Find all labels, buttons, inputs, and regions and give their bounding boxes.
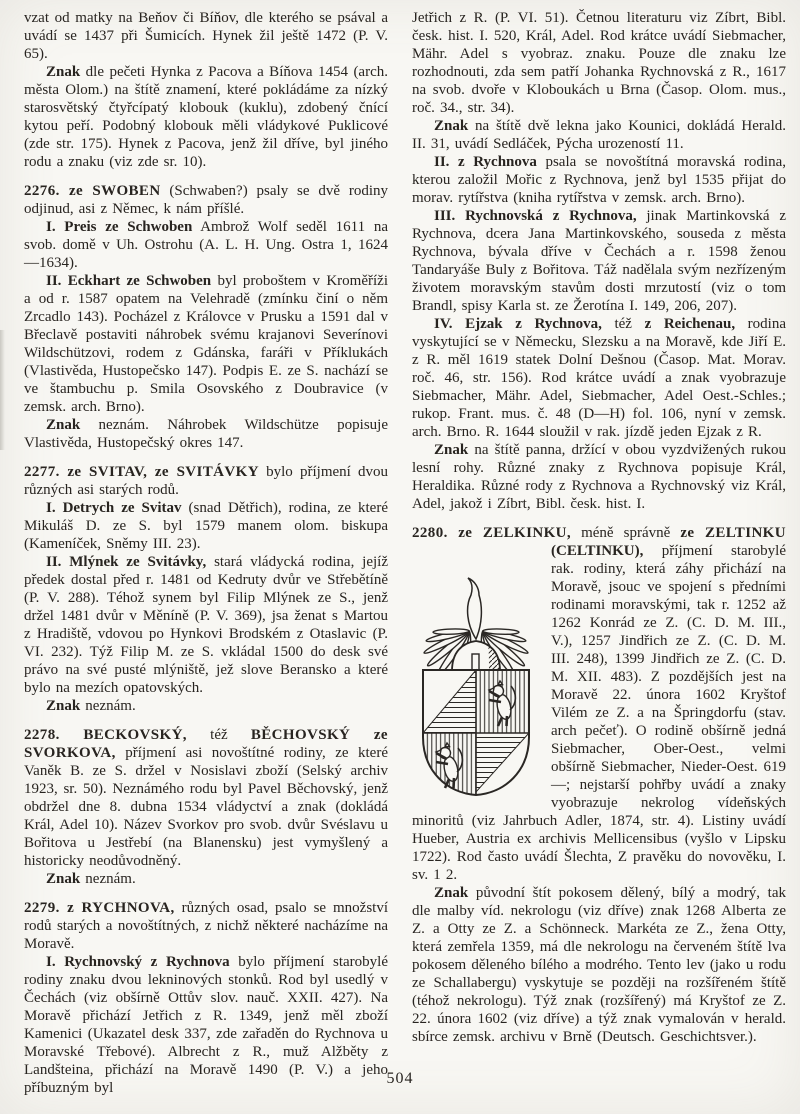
bold-text-run: Znak	[46, 698, 81, 714]
coat-of-arms-drawing	[412, 545, 540, 797]
text-run: (Schwaben?) psaly se dvě rodiny odjinud, asi z Němec, k nám příšlé.	[24, 183, 388, 217]
bold-text-run: Znak	[434, 442, 469, 458]
text-run: též	[601, 316, 645, 332]
bold-text-run: I. Rychnovský z Rychnova	[46, 954, 230, 970]
entry-paragraph	[412, 524, 786, 542]
paragraph	[24, 499, 388, 553]
text-run: na štítě panna, držící v obou vyzdvižených rukou lesní rohy. Různé znaky z Rychnova popisuje Král, Heraldika. Různé rody z Rychnova a Rychnovský viz Král, Adel, jakož i Zíbrt, Bibl. česk. hist. I.	[412, 442, 786, 512]
paragraph	[412, 9, 786, 117]
entry-paragraph	[24, 182, 388, 218]
bold-text-run: Znak	[434, 118, 469, 134]
bold-text-run: 2280. ze ZELKINKU,	[412, 525, 572, 541]
text-run: neznám.	[80, 698, 136, 714]
text-run: na štítě dvě lekna jako Kounici, dokládá Herald. II. 31, uvádí Sedláček, Pýcha urozeností 11.	[412, 118, 786, 152]
page-number: 504	[386, 1070, 414, 1087]
bold-text-run: 2276. ze SWOBEN	[24, 183, 161, 199]
text-run: Jetřich z R. (P. VI. 51). Četnou literaturu viz Zíbrt, Bibl. česk. hist. I. 520, Král, Adel. Rod krátce uvádí Siebmacher, Mähr. Adel s vyobraz. znaku. Pouze dle znaku lze rozhodnouti, zda sem patří Johanka Rychnovská z R., 1617 na svob. dvoře v Kloboukách u Brna (Časop. Olom. mus., roč. 34., str. 34).	[412, 10, 786, 116]
bold-text-run: I. Preis ze Schwoben	[46, 219, 193, 235]
coat-of-arms-figure	[412, 545, 540, 797]
paragraph	[24, 697, 388, 715]
entry-paragraph	[24, 726, 388, 870]
bold-text-run: Znak	[46, 871, 81, 887]
bold-text-run: ze ZELTINKU	[680, 525, 786, 541]
bold-text-run: Znak	[434, 885, 469, 901]
text-run: příjmení asi novoštítné rodiny, ze které Vaněk B. ze S. držel v Nosislavi zboží (Selský archiv 1923, sr. 50). Neznámého rodu byl Pavel Běchovský, jenž obdržel dne 8. dubna 1534 vládyctví a znak (dokládá Král, Adel 10). Název Svorkov pro svob. dvůr Svéslavu u Bořitova u Jestřebí (na Blanensku) jest vymyšlený a historicky neodůvodněný.	[24, 745, 388, 869]
bold-text-run: II. Eckhart ze Schwoben	[46, 273, 212, 289]
bold-text-run: IV. Ejzak z Rychnova,	[434, 316, 602, 332]
text-run: méně správně	[571, 525, 681, 541]
bold-text-run: II. z Rychnova	[434, 154, 537, 170]
paragraph	[412, 153, 786, 207]
paragraph	[412, 207, 786, 315]
text-run: neznám.	[80, 871, 136, 887]
text-run: různých osad, psalo se množství rodů starých a novoštítných, z nichž některé nacházíme na Moravě.	[24, 900, 388, 952]
bold-text-run: I. Detrych ze Svitav	[46, 500, 182, 516]
entry-paragraph	[24, 463, 388, 499]
paragraph	[24, 553, 388, 697]
text-run: bylo příjmení starobylé rodiny znaku dvou lekninových stonků. Rod byl usedlý v Čechách (viz obšírně Ottův slov. nauč. XXII. 427). Na Moravě přichází Jetřich z R. 1349, jenž měl zboží Kamenici (Ukazatel desk 337, zde zařaděn do Rychnova u Moravské Třebové). Albrecht z R., muž Alžběty z Landšteina, přichází na Moravě 1490 (P. V.) a jeho příbuzným byl	[24, 954, 388, 1096]
text-run: stará vládycká rodina, jejíž předek dostal před r. 1481 od Kedruty dvůr ve Střebětíně (P. V. 288). Téhož synem byl Filip Mlýnek ze S., jenž držel 1481 dvůr v Měníně (P. V. 369), jsa ženat s Martou z Hradiště, vdovou po Hynkovi Brodském z Otaslavic (P. VI. 232). Týž Filip M. ze S. vkládal 1500 do desk své právo na své pusté mlýniště, jež slove Beransko a které bylo na mezích opatovských.	[24, 554, 388, 696]
paragraph	[412, 315, 786, 441]
text-run: bylo příjmení dvou různých asi starých rodů.	[24, 464, 388, 498]
entry-paragraph	[24, 899, 388, 953]
right-column	[412, 9, 786, 1046]
left-column	[24, 9, 388, 1097]
paragraph	[24, 63, 388, 171]
bold-text-run: Znak	[46, 64, 81, 80]
bold-text-run: II. Mlýnek ze Svitávky,	[46, 554, 207, 570]
text-run: Ambrož Wolf seděl 1611 na svob. domě v Uh. Ostrohu (A. L. H. Ung. Ostra 1, 1624—1634).	[24, 219, 388, 271]
paragraph	[412, 117, 786, 153]
text-run: neznám. Náhrobek Wildschütze popisuje Vlastivěda, Hustopečský okres 147.	[24, 417, 388, 451]
text-run: rodina vyskytující se v Německu, Slezsku a na Moravě, kde Jiří E. z R. měl 1619 statek Dolní Dešnou (Časop. Mat. Morav. roč. 46, str. 156). Rod krátce uvádí a znak vyobrazuje Siebmacher, Mähr. Adel, Siebmacher, Adel Oest.-Schles.; rukop. Frant. mus. č. 48 (D—H) fol. 106, nyní v zemsk. arch. Brno. R. 1644 sloužil v rak. jízdě jeden Ejzak z R.	[412, 316, 787, 440]
bold-text-run: III. Rychnovská z Rychnova,	[434, 208, 637, 224]
text-run: (snad Dětřich), rodina, ze které Mikuláš D. ze S. byl 1579 manem olom. biskupa (Kameníček, Sněmy III. 23).	[24, 500, 388, 552]
text-run: byl proboštem v Kroměříži a od r. 1587 opatem na Velehradě (zmínku činí o něm Zrcadlo 143). Pocházel z Královce v Prusku a 1591 dal v Břeclavě postaviti náhrobek svému krajanovi Severínovi Wildschützovi, rodem z Gdánska, faráři v Příklukách (Vlastivěda, Hustopečsko 147). Podpis E. ze S. nachází se ve štambuchu p. Smila Osovského z Doubravice (v zemsk. arch. Brno).	[24, 273, 388, 415]
text-run: dle pečeti Hynka z Pacova a Bíňova 1454 (arch. města Olom.) na štítě znamení, které pokládáme za nízký starosvětský čtyřcípatý klobouk (kuklu), zdobený čnící kytou peří. Podobný klobouk měli vládykové Puklicové (zde str. 175). Hynek z Pacova, jenž žil dříve, byl jiného rodu a znaku (viz zde sr. 10).	[24, 64, 388, 170]
bold-text-run: (CELTINKU),	[551, 543, 644, 559]
text-run: psala se novoštítná moravská rodina, kterou založil Mořic z Rychnova, jenž byl 1535 přijat do morav. rytířstva (kniha rytířstva v zemsk. arch. Brno).	[412, 154, 786, 206]
bold-text-run: Znak	[46, 417, 81, 433]
plume	[468, 578, 482, 639]
text-run: původní štít pokosem dělený, bílý a modrý, tak dle malby víd. nekrologu (viz dříve) znak 1268 Alberta ze Z. a Otty ze Z. a Schönneck. Markéta ze Z., žena Otty, která zemřela 1359, má dle nekrologu na červeném štítě lva pokosem děleného bílého a modrého. Tento lev (jako u rodu ze Schallabergu) vyskytuje se později na rozšířeném štítě (téhož nekrologu). Týž znak (rozšířený) má Kryštof ze Z. 22. února 1602 (viz dříve) a týž znak vymalován v herald. sbírce zemsk. archivu v Brně (Deutsch. Geschichtsver.).	[412, 885, 786, 1045]
paragraph	[24, 9, 388, 63]
bold-text-run: 2279. z RYCHNOVA,	[24, 900, 175, 916]
shield	[423, 670, 529, 795]
bold-text-run: 2278. BECKOVSKÝ,	[24, 727, 187, 743]
paragraph	[24, 218, 388, 272]
paragraph	[24, 416, 388, 452]
paragraph	[412, 542, 786, 884]
paragraph	[24, 272, 388, 416]
text-run: jinak Martinkovská z Rychnova, dcera Jana Martinkovského, souseda z města Rychnova, bývala dříve v Čechách a r. 1598 ženou Tandaryáše Buly z Bořitova. Táž nadělala svým nezřízeným životem moravským stavům dosti mrzutostí (viz o tom Brandl, spisy Karla st. ze Žerotína I. 149, 206, 207).	[412, 208, 786, 314]
paragraph	[24, 870, 388, 888]
paragraph	[412, 441, 786, 513]
text-run: též	[186, 727, 251, 743]
paragraph	[412, 884, 786, 1046]
text-run: příjmení starobylé rak. rodiny, která záhy přichází na Moravě, jsouc ve spojení s předními rodinami moravskými, tak r. 1252 až 1262 Konrád ze Z. (C. D. M. III., V.), 1257 Jindřich ze Z. (C. D. M. III. 248), 1399 Jindřich ze Z. (C. D. M. XII. 483). Z pozdějších jest na Moravě 22. února 1602 Kryštof Vilém ze Z. a na Špringdorfu (stav. arch pečeť). O rodině obšírně jedná Siebmacher, Ober-Oest., velmi obšírně Siebmacher, Nieder-Oest. 619—; nejstarší pohřby uvádí a znaky vyobrazuje nekrolog vídeňských minoritů (viz Jahrbuch Adler, 1874, str. 4). Listiny uvádí Hueber, Austria ex archivis Mellicensibus (vyšlo v Lipsku 1722). Rod často uvádí Šlechta, Z pravěku do novověku, I. sv. 1 2.	[412, 543, 786, 883]
bold-text-run: 2277. ze SVITAV, ze SVITÁVKY	[24, 464, 259, 480]
bold-text-run: BĚCHOVSKÝ ze SVORKOVA,	[24, 727, 388, 761]
bold-text-run: z Reichenau,	[644, 316, 736, 332]
text-run: vzat od matky na Beňov či Bíňov, dle kterého se psával a uvádí se 1437 při Šumicích. Hynek žil ještě 1472 (P. V. 65).	[24, 10, 388, 62]
